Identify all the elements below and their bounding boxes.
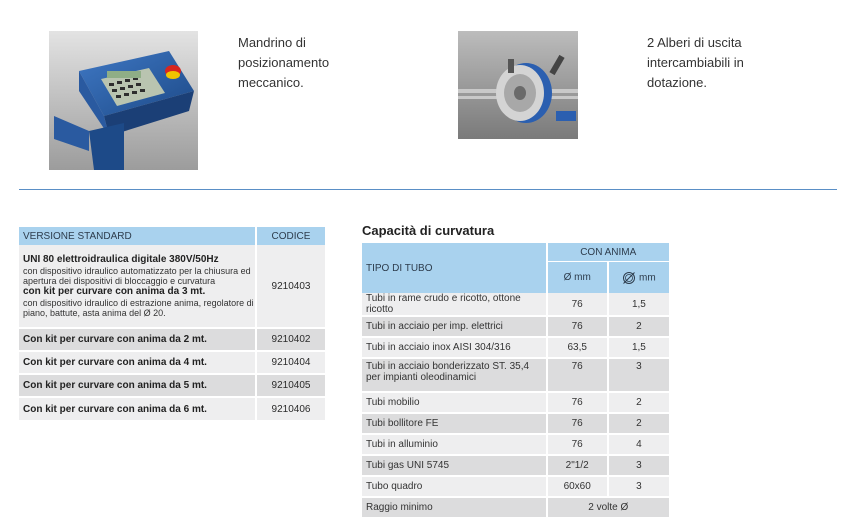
version-code: 9210402 <box>257 329 325 352</box>
main-version-desc: con dispositivo idraulico automatizzato per la chiusura ed apertura dei dispositivi di bloccaggio e curvatura <box>23 266 251 286</box>
column-header-diameter: Ø mm <box>546 262 607 293</box>
min-radius-label: Raggio minimo <box>362 498 546 517</box>
tube-diameter: 76 <box>546 435 607 456</box>
main-version-kit: con kit per curvare con anima da 3 mt. <box>23 286 206 297</box>
tube-type: Tubi mobilio <box>362 393 546 414</box>
control-panel-photo <box>49 31 198 170</box>
tube-type: Tubi gas UNI 5745 <box>362 456 546 477</box>
version-label: Con kit per curvare con anima da 5 mt. <box>19 375 257 398</box>
tube-diameter: 76 <box>546 359 607 393</box>
main-version-cell <box>19 245 257 329</box>
tube-type: Tubo quadro <box>362 477 546 498</box>
version-table-header <box>19 227 325 245</box>
table-row <box>362 338 669 359</box>
table-row <box>19 245 325 329</box>
tube-type: Tubi in acciaio bonderizzato ST. 35,4 <box>366 361 530 372</box>
table-row <box>362 477 669 498</box>
capacity-table <box>362 243 669 517</box>
min-radius-value: 2 volte Ø <box>546 498 669 517</box>
tube-diameter: 2"1/2 <box>546 456 607 477</box>
chuck-shaft-photo <box>458 31 578 139</box>
tube-thickness: 2 <box>607 414 669 435</box>
tube-thickness: 3 <box>607 456 669 477</box>
table-row <box>362 456 669 477</box>
tube-type-cell <box>362 359 546 393</box>
version-table <box>19 227 325 420</box>
tube-diameter: 60x60 <box>546 477 607 498</box>
table-row <box>19 375 325 398</box>
thickness-unit: mm <box>638 272 656 284</box>
tube-type-extra: per impianti oleodinamici <box>366 372 477 383</box>
table-row <box>19 329 325 352</box>
table-row <box>362 359 669 393</box>
version-code: 9210404 <box>257 352 325 375</box>
tube-thickness: 4 <box>607 435 669 456</box>
tube-diameter: 76 <box>546 293 607 317</box>
table-row <box>362 414 669 435</box>
tube-thickness: 2 <box>607 317 669 338</box>
tube-diameter: 76 <box>546 393 607 414</box>
table-row <box>362 393 669 414</box>
column-header-type: TIPO DI TUBO <box>362 243 546 293</box>
table-row <box>19 352 325 375</box>
tube-diameter: 63,5 <box>546 338 607 359</box>
tube-type: Tubi bollitore FE <box>362 414 546 435</box>
table-row <box>19 398 325 420</box>
tube-type: Tubi in alluminio <box>362 435 546 456</box>
min-radius-row <box>362 498 669 517</box>
column-header-version: VERSIONE STANDARD <box>19 227 257 245</box>
tube-type: Tubi in acciaio inox AISI 304/316 <box>362 338 546 359</box>
table-row <box>362 435 669 456</box>
column-header-code: CODICE <box>257 227 325 245</box>
feature-caption-2: 2 Alberi di uscita intercambiabili in dotazione. <box>647 35 744 90</box>
tube-thickness: 3 <box>607 359 669 393</box>
version-label: Con kit per curvare con anima da 2 mt. <box>19 329 257 352</box>
tube-thickness: 1,5 <box>607 293 669 317</box>
column-header-group: CON ANIMA <box>546 243 669 262</box>
main-version-title: UNI 80 elettroidraulica digitale 380V/50Hz <box>23 254 219 265</box>
tube-diameter: 76 <box>546 414 607 435</box>
version-code: 9210405 <box>257 375 325 398</box>
column-header-thickness <box>607 262 669 293</box>
main-version-desc-extra: con dispositivo idraulico di estrazione anima, regolatore di piano, battute, asta anima del Ø 20. <box>23 298 254 318</box>
feature-caption-1: Mandrino di posizionamento meccanico. <box>238 35 330 90</box>
table-row <box>362 317 669 338</box>
version-label: Con kit per curvare con anima da 4 mt. <box>19 352 257 375</box>
diameter-thickness-icon <box>622 271 636 285</box>
capacity-title: Capacità di curvatura <box>362 223 495 238</box>
section-divider <box>19 189 837 190</box>
tube-thickness: 2 <box>607 393 669 414</box>
tube-type: Tubi in rame crudo e ricotto, ottone ricotto <box>362 293 546 317</box>
table-row <box>362 293 669 317</box>
tube-thickness: 3 <box>607 477 669 498</box>
main-version-code: 9210403 <box>257 245 325 329</box>
tube-type: Tubi in acciaio per imp. elettrici <box>362 317 546 338</box>
capacity-header-row <box>362 243 669 262</box>
version-label: Con kit per curvare con anima da 6 mt. <box>19 398 257 420</box>
tube-diameter: 76 <box>546 317 607 338</box>
tube-thickness: 1,5 <box>607 338 669 359</box>
version-code: 9210406 <box>257 398 325 420</box>
